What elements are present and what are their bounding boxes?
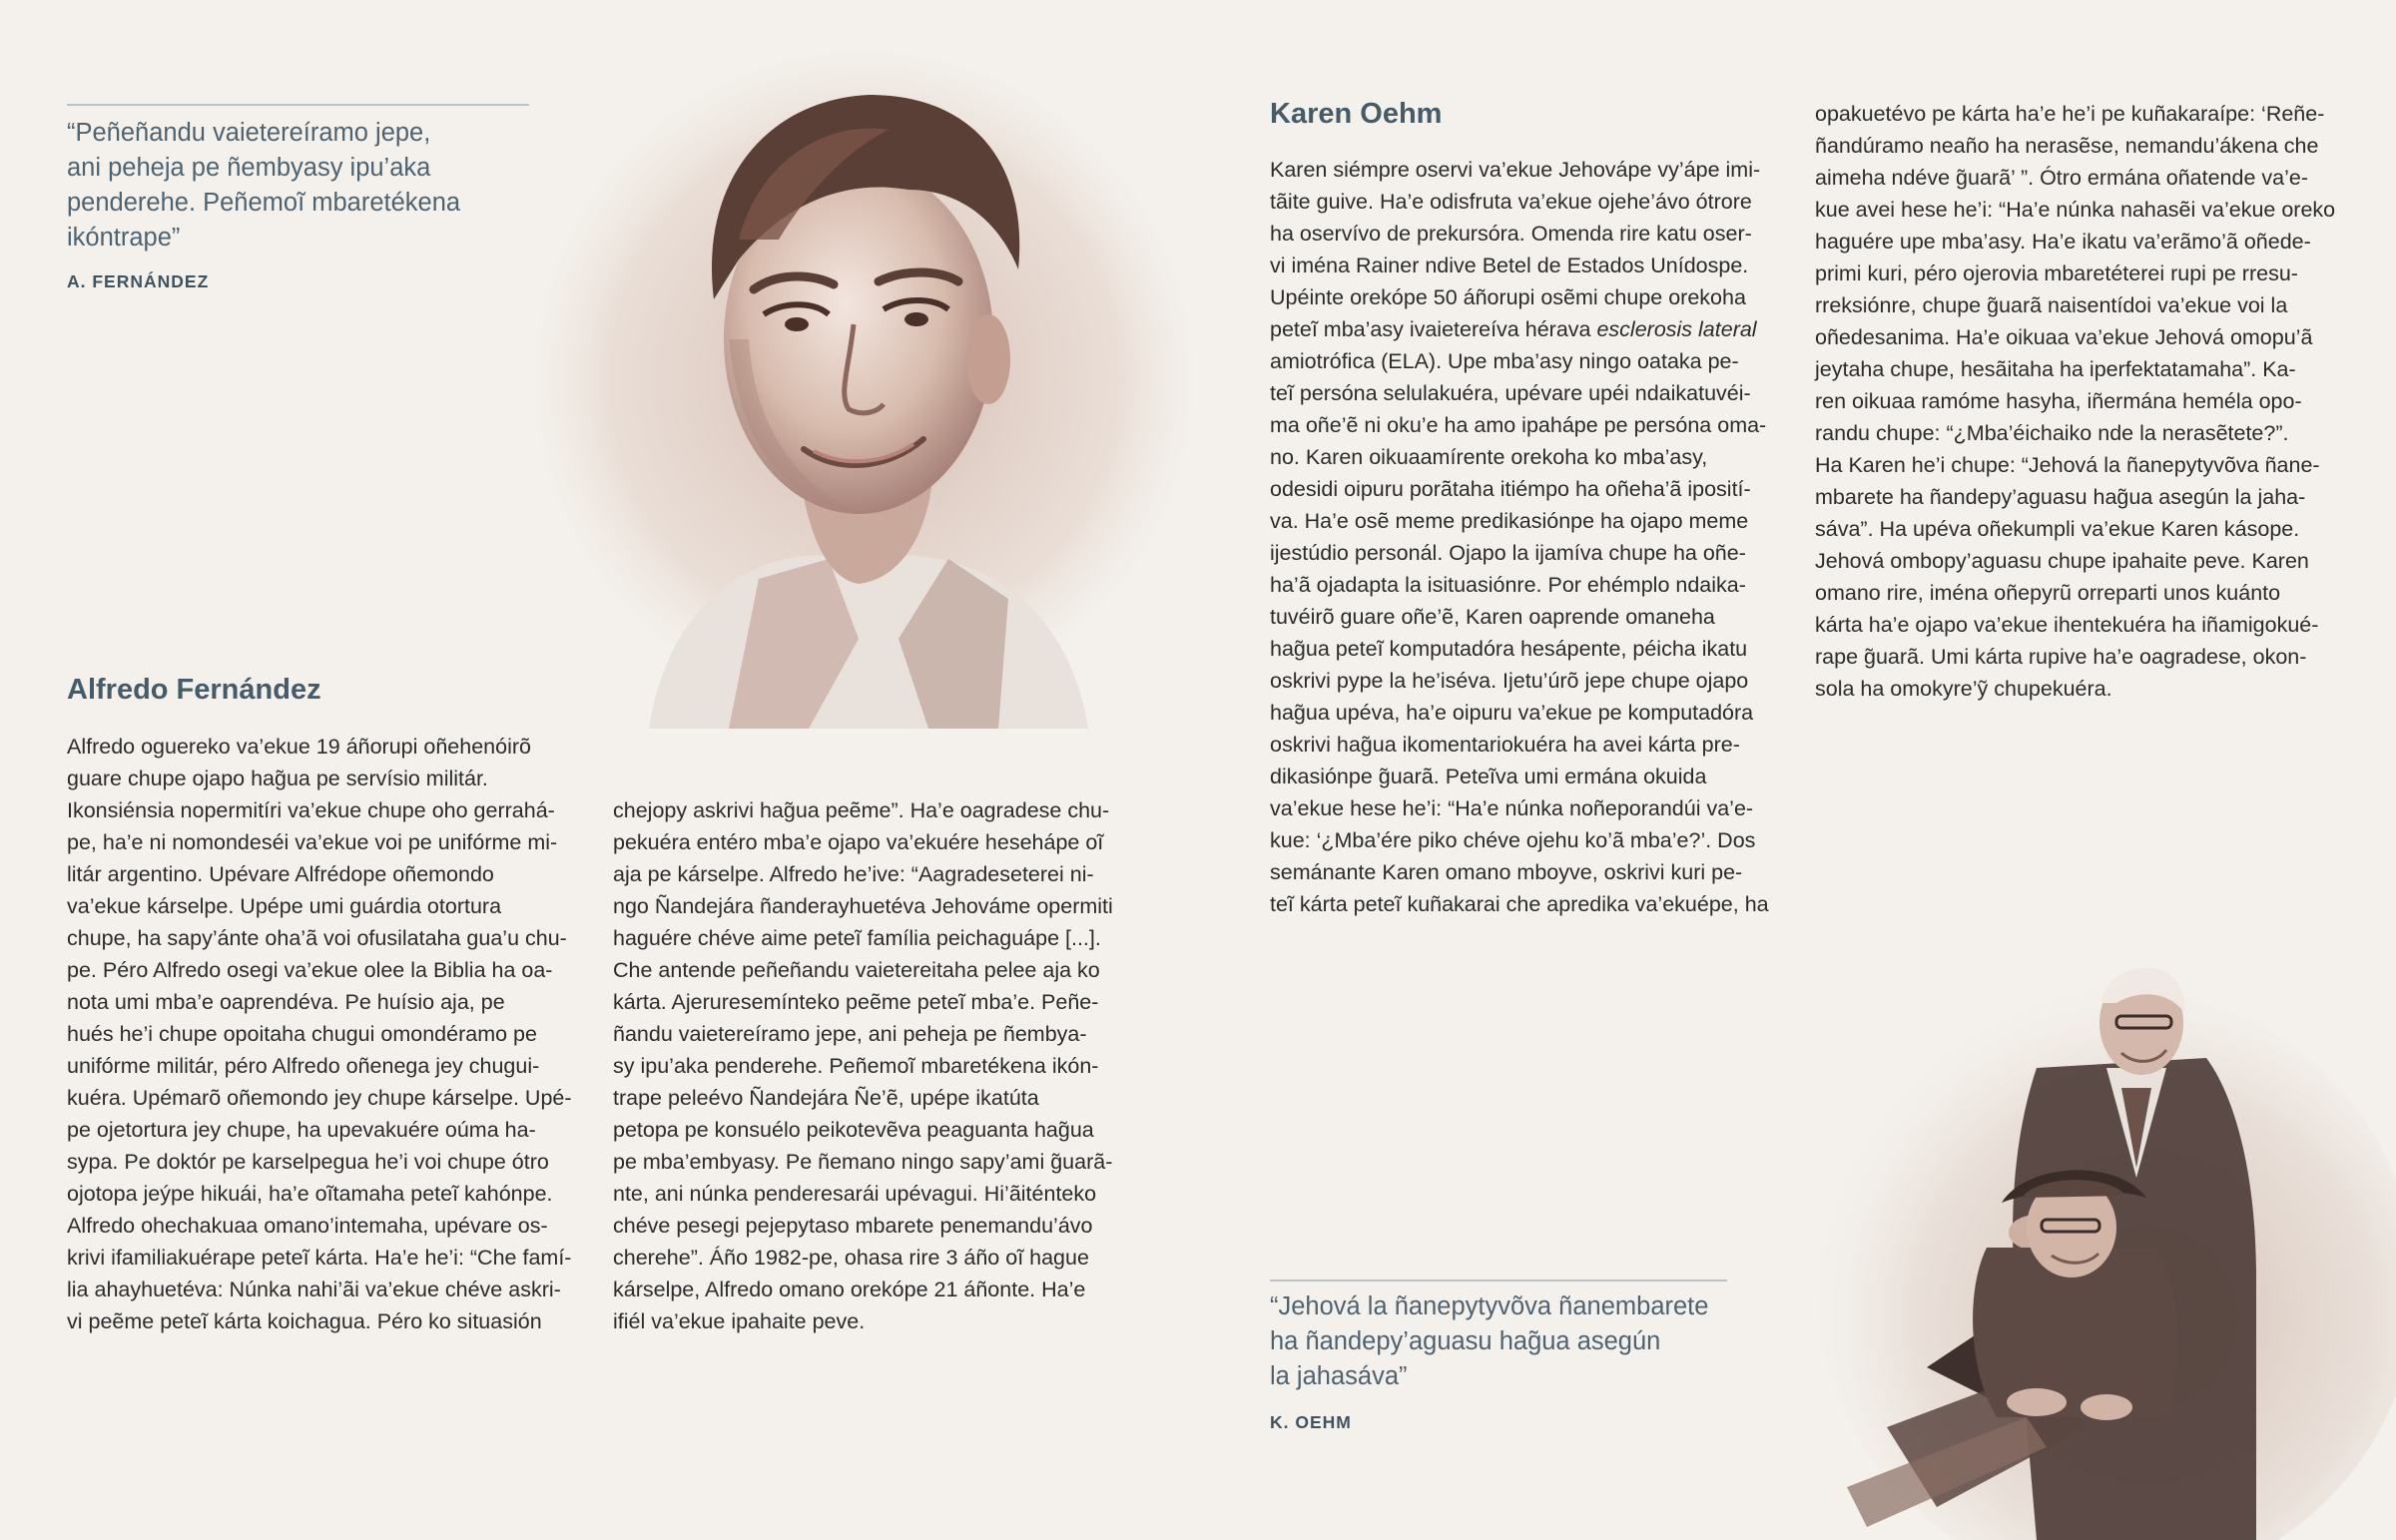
body-line: pekuéra entéro mba’e ojapo va’ekuére hesehápe oĩ <box>613 830 1104 854</box>
body-line: no. Karen oikuaamírente orekoha ko mba’asy, <box>1270 445 1708 469</box>
body-line: vi peẽme peteĩ kárta koichagua. Péro ko situasión <box>67 1309 542 1333</box>
quote-line: ha ñandepy’aguasu hag̃ua asegún <box>1270 1327 1661 1355</box>
body-line: trape peleévo Ñandejára Ñe’ẽ, upépe ikatúta <box>613 1086 1039 1110</box>
body-line: petopa pe konsuélo peikotevẽva peaguanta hag̃ua <box>613 1118 1094 1142</box>
body-line: rreksiónre, chupe g̃uarã naisentídoi va’ekue voi la <box>1815 293 2288 317</box>
body-line: va’ekue kárselpe. Upépe umi guárdia otortura <box>67 894 502 918</box>
body-line: odesidi oipuru porãtaha itiémpo ha oñeha’ã iposití- <box>1270 477 1751 501</box>
body-line: kuéra. Upémarõ oñemondo jey chupe kárselpe. Upé- <box>67 1086 572 1110</box>
elderly-couple-illustration <box>1787 948 2396 1540</box>
quote-line: “Peñeñandu vaietereíramo jepe, <box>67 119 431 147</box>
pull-quote-rule-right <box>1270 1280 1727 1282</box>
body-line: tuvéirõ guare oñe’ẽ, Karen oaprende omaneha <box>1270 605 1715 629</box>
body-line: kue: ‘¿Mba’ére piko chéve ojehu ko’ã mba’e?’. Dos <box>1270 828 1756 852</box>
body-line: kárta ha’e ojapo va’ekue ihentekuéra ha iñamigokué- <box>1815 613 2319 637</box>
body-line: Che antende peñeñandu vaietereitaha pelee aja ko <box>613 958 1100 982</box>
body-line: oñedesanima. Ha’e oikuaa va’ekue Jehová omopu’ã <box>1815 325 2313 349</box>
body-line: aimeha ndéve g̃uarã’ ”. Ótro ermána oñatende va’e- <box>1815 166 2308 190</box>
body-line: hués he’i chupe opoitaha chugui omondéramo pe <box>67 1022 537 1046</box>
body-line: ojotopa jeýpe hikuái, ha’e oĩtamaha peteĩ kahónpe. <box>67 1182 553 1206</box>
body-line: guare chupe ojapo hag̃ua pe servísio militár. <box>67 767 488 790</box>
body-line: tãite guive. Ha’e odisfruta va’ekue ojehe’ávo ótrore <box>1270 190 1752 214</box>
body-line: teĩ kárta peteĩ kuñakarai che apredika va’ekuépe, ha <box>1270 892 1769 916</box>
body-line: sypa. Pe doktór pe karselpegua he’i voi chupe ótro <box>67 1150 549 1174</box>
body-line: vi iména Rainer ndive Betel de Estados Unídospe. <box>1270 254 1749 277</box>
karen-body-column-1 <box>1270 154 1789 920</box>
quote-line: ikóntrape” <box>67 224 181 252</box>
body-line: kárselpe, Alfredo omano orekópe 21 áñonte. Ha’e <box>613 1278 1086 1301</box>
body-line: ha’ã ojadapta la isituasiónre. Por ehémplo ndaika- <box>1270 573 1746 597</box>
body-line: pe. Péro Alfredo osegi va’ekue olee la Biblia ha oa- <box>67 958 553 982</box>
quote-attribution-left: A. FERNÁNDEZ <box>67 271 210 291</box>
body-line: haguére chéve aime peteĩ família peichaguápe [...]. <box>613 926 1101 950</box>
body-line: pe mba’embyasy. Pe ñemano ningo sapy’ami g̃uarã- <box>613 1150 1113 1174</box>
body-line: mbarete ha ñandepy’aguasu hag̃ua asegún la jaha- <box>1815 485 2306 509</box>
body-line: kárta. Ajeruresemínteko peẽme peteĩ mba’e. Peñe- <box>613 990 1099 1014</box>
body-line: oskrivi hag̃ua ikomentariokuéra ha avei kárta pre- <box>1270 733 1740 757</box>
body-line <box>1270 313 1789 345</box>
body-line: hag̃ua upéva, ha’e oipuru va’ekue pe komputadóra <box>1270 701 1754 725</box>
pull-quote-right <box>1270 1289 1708 1394</box>
body-line: unifórme militár, péro Alfredo oñenega jey chugui- <box>67 1054 540 1078</box>
body-line: va. Ha’e osẽ meme predikasiónpe ha ojapo meme <box>1270 509 1749 533</box>
body-line: ha oservívo de prekursóra. Omenda rire katu oser- <box>1270 222 1752 246</box>
quote-line: la jahasáva” <box>1270 1362 1408 1390</box>
alfredo-body-column-1 <box>67 731 586 1337</box>
quote-line: ani peheja pe ñembyasy ipu’aka <box>67 154 431 182</box>
body-line: nte, ani núnka penderesarái upévagui. Hi’ãiténteko <box>613 1182 1097 1206</box>
body-line: omano rire, iména oñepyrũ orreparti unos kuánto <box>1815 581 2281 605</box>
body-line: lia ahayhuetéva: Núnka nahi’ãi va’ekue chéve askri- <box>67 1278 561 1301</box>
body-line: va’ekue hese he’i: “Ha’e núnka noñeporandúi va’e- <box>1270 796 1754 820</box>
body-line: haguére upe mba’asy. Ha’e ikatu va’erãmo’ã oñede- <box>1815 230 2311 254</box>
body-line: chejopy askrivi hag̃ua peẽme”. Ha’e oagradese chu- <box>613 798 1110 822</box>
body-line: Ikonsiénsia nopermitíri va’ekue chupe oho gerrahá- <box>67 798 555 822</box>
body-line: pe, ha’e ni nomondeséi va’ekue voi pe unifórme mi- <box>67 830 558 854</box>
body-line: teĩ persóna selulakuéra, upévare upéi ndaikatuvéi- <box>1270 381 1751 405</box>
body-line: sola ha omokyre’ỹ chupekuéra. <box>1815 677 2112 701</box>
body-line: amiotrófica (ELA). Upe mba’asy ningo oataka pe- <box>1270 349 1739 373</box>
body-line: cherehe”. Áño 1982-pe, ohasa rire 3 áño oĩ hague <box>613 1246 1089 1270</box>
body-line: Alfredo ohechakuaa omano’intemaha, upévare os- <box>67 1214 548 1238</box>
body-line: randu chupe: “¿Mba’éichaiko nde la nerasẽtete?”. <box>1815 421 2289 445</box>
section-heading-alfredo: Alfredo Fernández <box>67 674 321 706</box>
body-line: krivi ifamiliakuérape peteĩ kárta. Ha’e he’i: “Che famí- <box>67 1246 572 1270</box>
young-man-portrait-illustration <box>529 40 1218 729</box>
body-line: pe ojetortura jey chupe, ha upevakuére oúma ha- <box>67 1118 536 1142</box>
quote-line: penderehe. Peñemoĩ mbaretékena <box>67 189 461 217</box>
body-line: chupe, ha sapy’ánte oha’ã voi ofusilataha gua’u chu- <box>67 926 567 950</box>
body-line: Upéinte orekópe 50 áñorupi osẽmi chupe orekoha <box>1270 285 1746 309</box>
body-line: Ha Karen he’i chupe: “Jehová la ñanepytyvõva ñane- <box>1815 453 2320 477</box>
body-line: Jehová ombopy’aguasu chupe ipahaite peve. Karen <box>1815 549 2309 573</box>
body-line: hag̃ua peteĩ komputadóra hesápente, péicha ikatu <box>1270 637 1748 661</box>
body-line: ngo Ñandejára ñanderayhuetéva Jehováme opermiti <box>613 894 1113 918</box>
body-line: rape g̃uarã. Umi kárta rupive ha’e oagradese, okon- <box>1815 645 2307 669</box>
body-line: kue avei hese he’i: “Ha’e núnka nahasẽi va’ekue oreko <box>1815 198 2336 222</box>
body-line: ñandu vaietereíramo jepe, ani peheja pe ñembya- <box>613 1022 1087 1046</box>
body-line: nota umi mba’e oaprendéva. Pe huísio aja, pe <box>67 990 505 1014</box>
quote-attribution-right: K. OEHM <box>1270 1412 1352 1432</box>
body-line: ñandúramo neaño ha nerasẽse, nemandu’ákena che <box>1815 134 2319 158</box>
section-heading-karen: Karen Oehm <box>1270 98 1443 130</box>
pull-quote-left <box>67 116 460 256</box>
quote-line: “Jehová la ñanepytyvõva ñanembarete <box>1270 1292 1709 1320</box>
body-line: semánante Karen omano mboyve, oskrivi kuri pe- <box>1270 860 1743 884</box>
body-line: sáva”. Ha upéva oñekumpli va’ekue Karen kásope. <box>1815 517 2300 541</box>
body-line: ren oikuaa ramóme hasyha, iñermána heméla opo- <box>1815 389 2302 413</box>
body-line: ifiél va’ekue ipahaite peve. <box>613 1309 866 1333</box>
pull-quote-rule-left <box>67 104 529 106</box>
body-line: ijestúdio personál. Ojapo la ijamíva chupe ha oñe- <box>1270 541 1746 565</box>
karen-body-column-2 <box>1815 98 2334 705</box>
body-line: jeytaha chupe, hesãitaha ha iperfektatamaha”. Ka- <box>1815 357 2296 381</box>
body-line: opakuetévo pe kárta ha’e he’i pe kuñakaraípe: ‘Reñe- <box>1815 102 2325 126</box>
body-line: Karen siémpre oservi va’ekue Jehovápe vy’ápe imi- <box>1270 158 1761 182</box>
body-line: sy ipu’aka penderehe. Peñemoĩ mbaretékena ikón- <box>613 1054 1099 1078</box>
body-line: litár argentino. Upévare Alfrédope oñemondo <box>67 862 494 886</box>
alfredo-body-column-2 <box>613 794 1132 1337</box>
body-line: chéve pesegi pejepytaso mbarete penemandu’ávo <box>613 1214 1093 1238</box>
body-text: peteĩ mba’asy ivaietereíva hérava <box>1270 317 1591 341</box>
body-line: Alfredo oguereko va’ekue 19 áñorupi oñehenóirõ <box>67 735 531 759</box>
body-line: dikasiónpe g̃uarã. Peteĩva umi ermána okuida <box>1270 765 1707 788</box>
body-line: ma oñe’ẽ ni oku’e ha amo ipahápe pe persóna oma- <box>1270 413 1767 437</box>
body-line: primi kuri, péro ojerovia mbaretéterei rupi pe rresu- <box>1815 261 2298 285</box>
disease-name-italic: esclerosis lateral <box>1596 317 1757 341</box>
body-line: oskrivi pype la he’iséva. Ijetu’úrõ jepe chupe ojapo <box>1270 669 1749 693</box>
body-line: aja pe kárselpe. Alfredo he’ive: “Aagradeseterei ni- <box>613 862 1094 886</box>
